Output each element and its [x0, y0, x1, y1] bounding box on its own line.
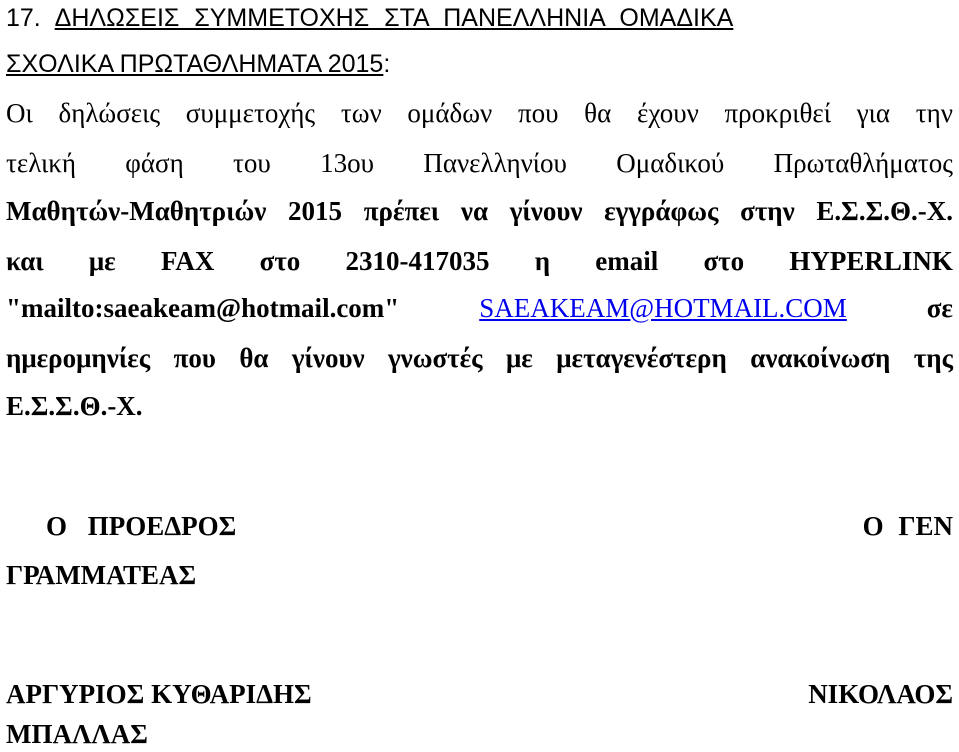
paragraph-word: στο	[259, 246, 301, 276]
email-link[interactable]: SAEAKEAM@HOTMAIL.COM	[479, 293, 847, 323]
secretary-title-part-1: Ο ΓΕΝ	[862, 511, 953, 541]
section-heading-line-1	[6, 2, 953, 36]
paragraph-word: προκριθεί	[724, 98, 831, 128]
paragraph-word: ομάδων	[407, 98, 493, 128]
paragraph-word: συμμετοχής	[185, 98, 316, 128]
paragraph-line-1	[6, 97, 953, 131]
paragraph-word: τελική	[6, 148, 76, 178]
paragraph-word: Μαθητών-Μαθητριών	[6, 196, 267, 226]
paragraph-word: ημερομηνίες	[6, 343, 151, 373]
paragraph-word: και	[6, 246, 44, 276]
secretary-title-continuation-row	[6, 559, 953, 593]
mailto-field-code: "mailto:saeakeam@hotmail.com"	[6, 293, 400, 323]
section-heading-line-2	[6, 48, 953, 82]
section-title-colon: :	[383, 50, 391, 78]
paragraph-line-7	[6, 390, 953, 424]
paragraph-word: FAX	[160, 246, 215, 276]
paragraph-word: φάση	[125, 148, 184, 178]
paragraph-line-5	[6, 292, 953, 326]
paragraph-word: Πρωταθλήματος	[773, 148, 953, 178]
paragraph-word: ανακοίνωση	[750, 343, 891, 373]
paragraph-word: έχουν	[636, 98, 699, 128]
paragraph-word: πρέπει	[363, 196, 440, 226]
paragraph-word: η	[534, 246, 551, 276]
paragraph-word: στην	[740, 196, 795, 226]
paragraph-word: των	[340, 98, 382, 128]
paragraph-word: Ομαδικού	[616, 148, 725, 178]
paragraph-word: θα	[239, 343, 269, 373]
paragraph-word: την	[915, 98, 953, 128]
paragraph-line-3	[6, 195, 953, 229]
paragraph-word: στο	[703, 246, 745, 276]
paragraph-word: με	[505, 343, 533, 373]
paragraph-word: γίνουν	[509, 196, 583, 226]
paragraph-word: εγγράφως	[604, 196, 719, 226]
section-number: 17.	[6, 4, 41, 32]
secretary-first-name: ΝΙΚΟΛΑΟΣ	[808, 679, 953, 709]
paragraph-word: 2015	[287, 196, 342, 226]
organization-abbreviation: Ε.Σ.Σ.Θ.-Χ.	[6, 391, 143, 421]
section-title-part-1: ΔΗΛΩΣΕΙΣ ΣΥΜΜΕΤΟΧΗΣ ΣΤΑ ΠΑΝΕΛΛΗΝΙΑ ΟΜΑΔΙΚΑ	[54, 4, 734, 32]
paragraph-word: Οι	[6, 98, 33, 128]
paragraph-word: που	[173, 343, 216, 373]
paragraph-word: γνωστές	[388, 343, 483, 373]
secretary-last-name: ΜΠΑΛΛΑΣ	[6, 719, 148, 749]
paragraph-word: σε	[926, 293, 953, 323]
paragraph-word: που	[517, 98, 559, 128]
paragraph-word: γίνουν	[291, 343, 365, 373]
signature-names-row	[6, 678, 953, 712]
paragraph-word: του	[233, 148, 271, 178]
paragraph-word: δηλώσεις	[58, 98, 161, 128]
paragraph-word: να	[460, 196, 489, 226]
paragraph-word: με	[88, 246, 116, 276]
paragraph-word: email	[595, 246, 659, 276]
secretary-title-part-2: ΓΡΑΜΜΑΤΕΑΣ	[6, 560, 197, 590]
section-title-part-2: ΣΧΟΛΙΚΑ ΠΡΩΤΑΘΛΗΜΑΤΑ 2015	[6, 50, 384, 78]
paragraph-word: HYPERLINK	[789, 246, 953, 276]
paragraph-word: Πανελληνίου	[423, 148, 567, 178]
paragraph-line-6	[6, 342, 953, 376]
paragraph-word: της	[913, 343, 953, 373]
paragraph-word: θα	[584, 98, 612, 128]
president-title: Ο ΠΡΟΕΔΡΟΣ	[46, 511, 237, 541]
paragraph-word: μεταγενέστερη	[556, 343, 727, 373]
paragraph-line-2	[6, 147, 953, 181]
paragraph-word: 2310-417035	[345, 246, 490, 276]
president-name: ΑΡΓΥΡΙΟΣ ΚΥΘΑΡΙΔΗΣ	[6, 679, 312, 709]
paragraph-word: 13ου	[320, 148, 374, 178]
paragraph-word: για	[856, 98, 891, 128]
secretary-last-name-row	[6, 718, 953, 752]
paragraph-word: Ε.Σ.Σ.Θ.-Χ.	[816, 196, 953, 226]
signature-titles-row	[6, 510, 953, 544]
paragraph-line-4	[6, 245, 953, 279]
